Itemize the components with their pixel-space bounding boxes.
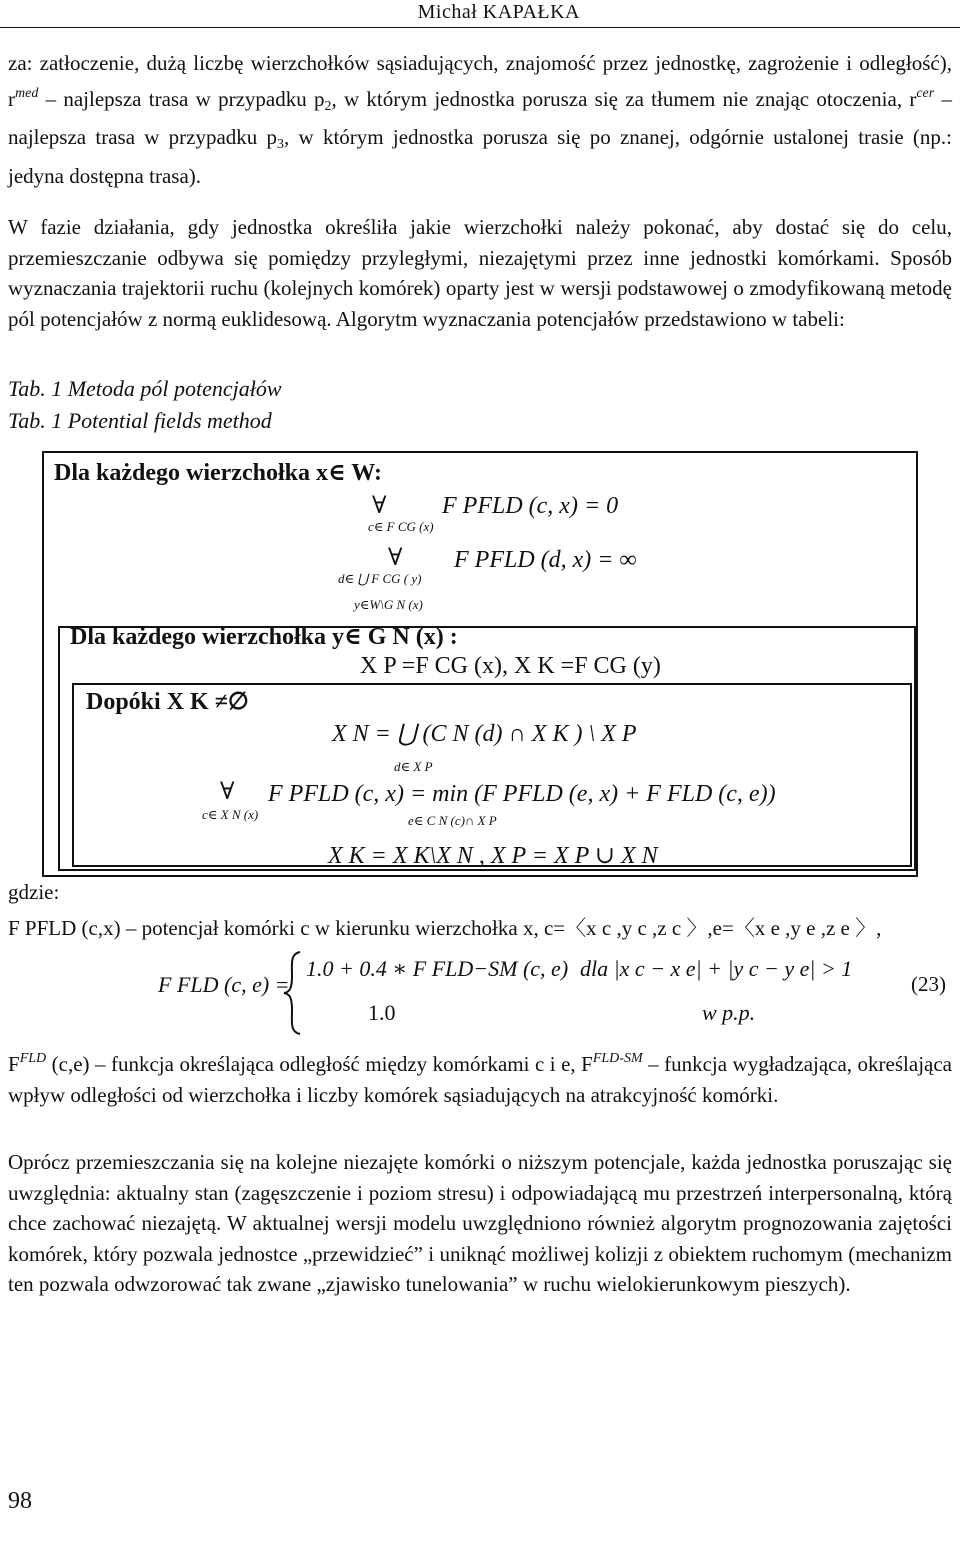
forall-symbol: ∀ bbox=[220, 779, 235, 805]
author-name: Michał KAPAŁKA bbox=[417, 1, 580, 23]
union-subscript: d∈ X P bbox=[394, 759, 433, 774]
table-caption-en: Tab. 1 Potential fields method bbox=[8, 408, 272, 433]
def-symbol-F: F bbox=[8, 1052, 20, 1076]
forall-symbol: ∀ bbox=[372, 493, 387, 519]
body-paragraph-3: Oprócz przemieszczania się na kolejne niezajęte komórki o niższym potencjale, każda jednostka poruszając się uwzględnia: aktualny stan (zagęszczenie i poziom stresu) i odpowiadającą mu przestrzeń interpersonalną, którą chce zachować niezajętą. W aktualnej wersji modelu uwzględniono również algorytm prognozowania zajętości komórek, który pozwala jednostce „przewidzieć” i uniknąć możliwej kolizji z obiektem ruchomym (mechanizm ten pozwala odwzorować tak zwane „zjawisko tunelowania” w ruchu wielokierunkowym pieszych). bbox=[8, 1150, 952, 1297]
sup-fld-sm: FLD-SM bbox=[592, 1051, 643, 1066]
forall-subscript: d∈ ⋃ F CG ( y) bbox=[338, 571, 422, 586]
forall-subscript: c∈ X N (x) bbox=[202, 807, 259, 822]
while-loop-label: Dopóki X K ≠∅ bbox=[86, 689, 249, 715]
forall-subscript: c∈ F CG (x) bbox=[368, 519, 434, 534]
where-label: gdzie: bbox=[8, 880, 60, 904]
intro-text-1: za: zatłoczenie, dużą liczbę wierzchołków sąsiadujących, znajomość przez jednostkę, zagrożenie i odległość), r bbox=[8, 51, 952, 111]
intro-paragraph bbox=[8, 48, 952, 191]
equation-lhs: F FLD (c, e) = bbox=[158, 972, 290, 997]
case-1-condition: dla |x c − x e| + |y c − y e| > 1 bbox=[580, 956, 853, 981]
case-1-expression: 1.0 + 0.4 ∗ F FLD−SM (c, e) bbox=[306, 956, 569, 981]
equation-init-zero: F PFLD (c, x) = 0 bbox=[442, 493, 619, 519]
algorithm-box bbox=[42, 451, 918, 877]
sub-3: 3 bbox=[277, 137, 285, 153]
sub-2: 2 bbox=[324, 98, 332, 114]
min-subscript: e∈ C N (c)∩ X P bbox=[408, 813, 497, 828]
intro-text-5: , w którym jednostka porusza się po znanej, odgórnie ustalonej trasie (np.: jedyna dostępna trasa). bbox=[8, 125, 952, 188]
equation-frontier: X N = ⋃ (C N (d) ∩ X K ) \ X P bbox=[332, 721, 637, 747]
intro-text-4: – najlepsza trasa w przypadku p bbox=[8, 86, 952, 150]
equation-init-infinity: F PFLD (d, x) = ∞ bbox=[454, 547, 637, 573]
set-initialization: X P =F CG (x), X K =F CG (y) bbox=[360, 653, 661, 679]
sup-med: med bbox=[15, 85, 39, 101]
intro-text-3: , w którym jednostka porusza się za tłumem nie znając otoczenia, r bbox=[331, 86, 917, 111]
sup-fld: FLD bbox=[19, 1051, 47, 1066]
middle-loop-label: Dla każdego wierzchołka y∈ G N (x) : bbox=[70, 624, 458, 650]
body-paragraph-2: W fazie działania, gdy jednostka określiła jakie wierzchołki należy pokonać, aby dostać się do celu, przemieszczanie odbywa się pomiędzy przyległymi, niezajętymi przez inne jednostki komórkami. Sposób wyznaczania trajektorii ruchu (kolejnych komórek) oparty jest w wersji podstawowej o zmodyfikowaną metodę pól potencjałów z normą euklidesową. Algorytm wyznaczania potencjałów przedstawiono w tabeli: bbox=[8, 215, 952, 331]
case-2-condition: w p.p. bbox=[702, 1000, 756, 1025]
running-head bbox=[0, 0, 960, 28]
equation-23 bbox=[0, 948, 960, 1038]
page-number: 98 bbox=[8, 1488, 32, 1514]
intro-text-2: – najlepsza trasa w przypadku p bbox=[38, 86, 325, 111]
outer-loop-label: Dla każdego wierzchołka x∈ W: bbox=[54, 460, 382, 486]
case-2-expression: 1.0 bbox=[368, 1000, 396, 1025]
def-text-3: – funkcja wygładzająca, określająca wpływ odległości od wierzchołka i liczby komórek sąsiadujących na atrakcyjność komórki. bbox=[8, 1052, 952, 1107]
table-caption-pl: Tab. 1 Metoda pól potencjałów bbox=[8, 376, 282, 401]
definition-line: F PFLD (c,x) – potencjał komórki c w kierunku wierzchołka x, c=〈x c ,y c ,z c 〉,e=〈x e ,y e ,z e 〉, bbox=[8, 916, 882, 940]
forall-symbol: ∀ bbox=[388, 545, 403, 571]
equation-number: (23) bbox=[911, 972, 946, 996]
equation-set-update: X K = X K\X N , X P = X P ∪ X N bbox=[328, 843, 658, 869]
equation-potential-update: F PFLD (c, x) = min (F PFLD (e, x) + F FLD (c, e)) bbox=[268, 781, 776, 807]
sup-cer: cer bbox=[916, 85, 935, 101]
forall-subscript: y∈W\G N (x) bbox=[354, 597, 423, 612]
left-brace-icon bbox=[280, 950, 304, 1036]
def-text-2: (c,e) – funkcja określająca odległość między komórkami c i e, F bbox=[46, 1052, 593, 1076]
definition-paragraph bbox=[8, 1044, 952, 1110]
